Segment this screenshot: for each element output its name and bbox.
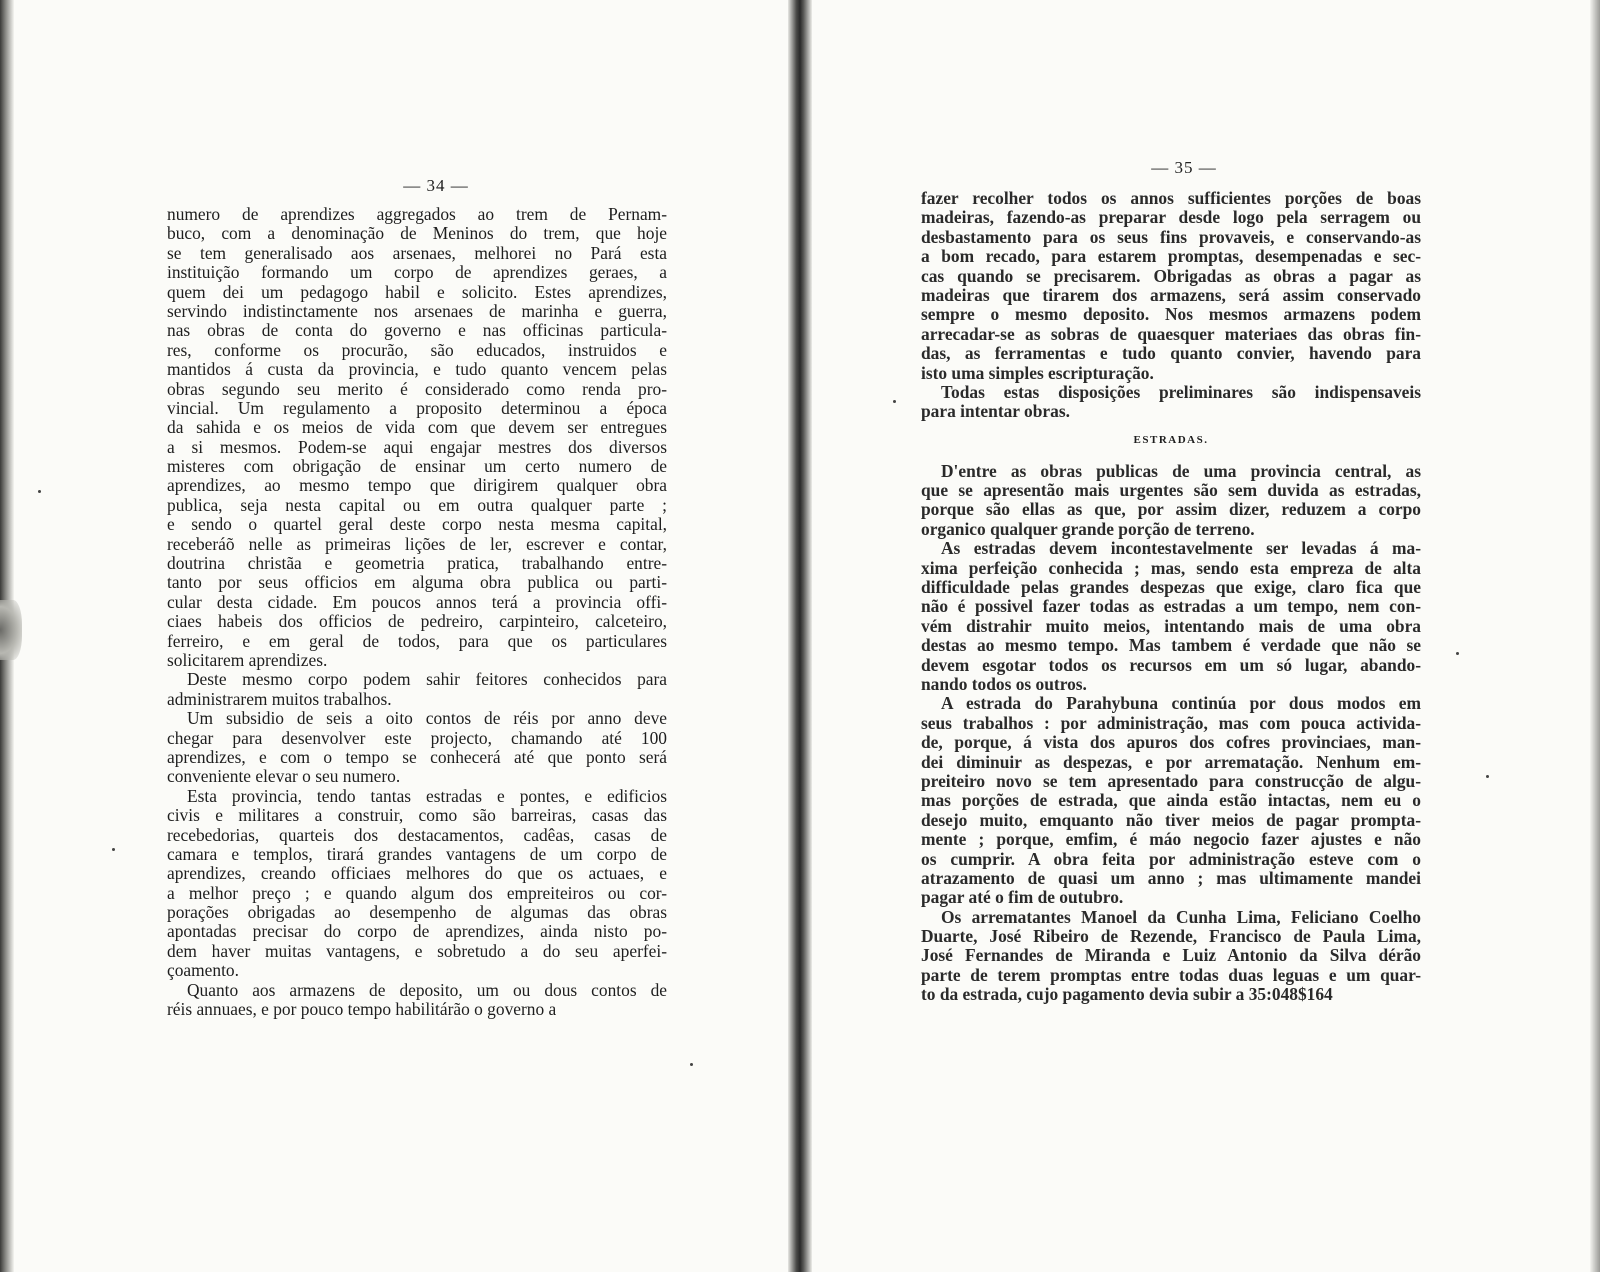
text-line: os cumprir. A obra feita por administração esteve com o (921, 849, 1421, 869)
text-line: a melhor preço ; e quando algum dos empreiteiros ou cor- (167, 883, 667, 903)
page-number-34: — 34 — (403, 176, 469, 195)
text-line: porque são ellas as que, por assim dizer, reduzem a corpo (921, 500, 1421, 520)
text-line: mente ; porque, emfim, é máo negocio fazer ajustes e não (921, 830, 1421, 850)
right-page-paragraphs-after-heading (921, 462, 1421, 1005)
text-line: numero de aprendizes aggregados ao trem de Pernam- (167, 205, 667, 224)
text-line: madeiras, fazendo-as preparar desde logo pela serragem ou (921, 208, 1421, 228)
text-line: receberáõ nelle as primeiras lições de ler, escrever e contar, (167, 534, 667, 554)
text-line: vém distrahir muito meios, intentando mais de uma obra (921, 616, 1421, 636)
text-line: doutrina christãa e geometria pratica, trabalhando entre- (167, 554, 667, 574)
ink-speck (893, 400, 896, 403)
text-line: réis annuaes, e por pouco tempo habilitárão o governo a (167, 1000, 557, 1020)
text-line: to da estrada, cujo pagamento devia subir a 35:048$164 (921, 985, 1333, 1005)
text-line: a bom recado, para estarem promptas, desempenadas e sec- (921, 247, 1421, 267)
ink-speck (1456, 652, 1459, 655)
paper-damage-blot (0, 600, 22, 660)
text-line: recebedorias, quarteis dos destacamentos, cadêas, casas de (167, 825, 667, 845)
text-line: A estrada do Parahybuna continúa por dous modos em (941, 694, 1421, 714)
text-line: conveniente elevar o seu numero. (167, 767, 401, 787)
text-line: Deste mesmo corpo podem sahir feitores conhecidos para (187, 670, 667, 690)
text-line: das, as ferramentas e tudo quanto convier, havendo para (921, 344, 1421, 364)
text-line: seus trabalhos : por administração, mas com pouca activida- (921, 713, 1421, 733)
text-line: Quanto aos armazens de deposito, um ou dous contos de (187, 980, 667, 1000)
text-line: dei diminuir as despezas, e por arrematação. Nenhum em- (921, 752, 1421, 772)
text-line: obras segundo seu merito é considerado como renda pro- (167, 379, 667, 399)
right-page-paragraphs-before-heading (921, 189, 1421, 422)
text-line: nas obras de conta do governo e nas officinas particula- (167, 321, 667, 341)
text-line: aprendizes, ao mesmo tempo que dirigirem qualquer obra (167, 476, 667, 496)
text-line: pagar até o fim de outubro. (921, 888, 1124, 908)
text-line: xima perfeição conhecida ; mas, sendo esta empreza de alta (921, 558, 1421, 578)
left-page-text-column (167, 205, 667, 1019)
section-heading-estradas: ESTRADAS. (1133, 433, 1209, 446)
text-line: quem dei um pedagogo habil e solicito. Estes aprendizes, (167, 282, 667, 302)
book-gutter-shadow (788, 0, 812, 1272)
text-line: se tem generalisado aos arsenaes, melhorei no Pará esta (167, 243, 667, 263)
text-line: atrazamento de quasi um anno ; mas ultimamente mandei (921, 868, 1421, 888)
page-number-35: — 35 — (1151, 158, 1217, 177)
text-line: misteres com obrigação de ensinar um certo numero de (167, 457, 667, 477)
text-line: José Fernandes de Miranda e Luiz Antonio da Silva dérão (921, 946, 1421, 966)
text-line: ciaes habeis dos officios de pedreiro, carpinteiro, calceteiro, (167, 612, 667, 632)
text-line: chegar para desenvolver este projecto, chamando até 100 (167, 728, 667, 748)
text-line: devem esgotar todos os recursos em um só lugar, abando- (921, 655, 1421, 675)
text-line: mantidos á custa da provincia, e tudo quanto vencem pelas (167, 360, 667, 380)
ink-speck (1486, 775, 1489, 778)
text-line: sempre o mesmo deposito. Nos mesmos armazens podem (921, 305, 1421, 325)
text-line: Os arrematantes Manoel da Cunha Lima, Feliciano Coelho (941, 907, 1421, 927)
text-line: civis e militares a construir, como são barreiras, casas das (167, 806, 667, 826)
text-line: publica, seja nesta capital ou em outra qualquer parte ; (167, 495, 667, 515)
text-line: res, conforme os procurão, são educados, instruidos e (167, 340, 667, 360)
text-line: dem haver muitas vantagens, e sobretudo a do seu aperfei- (167, 941, 667, 961)
text-line: organico qualquer grande porção de terreno. (921, 519, 1255, 539)
text-line: solicitarem aprendizes. (167, 650, 328, 670)
text-line: instituição formando um corpo de aprendizes geraes, a (167, 263, 667, 283)
text-line: mas porções de estrada, que ainda estão intactas, nem eu o (921, 791, 1421, 811)
text-line: difficuldade pelas grandes despezas que exige, claro fica que (921, 578, 1421, 598)
text-line: nando todos os outros. (921, 674, 1087, 694)
text-line: vincial. Um regulamento a proposito determinou a época (167, 398, 667, 418)
text-line: porações obrigadas ao desempenho de algumas das obras (167, 903, 667, 923)
text-line: camara e templos, tirará grandes vantagens de um corpo de (167, 844, 667, 864)
text-line: e sendo o quartel geral deste corpo nesta mesma capital, (167, 515, 667, 535)
ink-speck (690, 1063, 693, 1066)
text-line: parte de terem promptas entre todas duas leguas e um quar- (921, 965, 1421, 985)
text-line: cas quando se precisarem. Obrigadas as obras a pagar as (921, 266, 1421, 286)
text-line: tanto por seus officios em alguma obra publica ou parti- (167, 573, 667, 593)
text-line: arrecadar-se as sobras de quaesquer materiaes das obras fin- (921, 324, 1421, 344)
text-line: administrarem muitos trabalhos. (167, 689, 392, 709)
text-line: aprendizes, creando officiaes melhores do que os actuaes, e (167, 864, 667, 884)
text-line: ferreiro, e em geral de todos, para que os particulares (167, 631, 667, 651)
text-line: madeiras que tirarem dos armazens, será assim conservado (921, 285, 1421, 305)
left-page (0, 0, 792, 1272)
ink-speck (38, 490, 41, 493)
text-line: As estradas devem incontestavelmente ser levadas á ma- (941, 539, 1421, 559)
text-line: fazer recolher todos os annos sufficientes porções de boas (921, 189, 1421, 208)
text-line: servindo indistinctamente nos arsenaes de marinha e guerra, (167, 301, 667, 321)
text-line: Um subsidio de seis a oito contos de réis por anno deve (187, 709, 667, 729)
text-line: isto uma simples escripturação. (921, 363, 1154, 383)
ink-speck (112, 848, 115, 851)
text-line: a si mesmos. Podem-se aqui engajar mestres dos diversos (167, 437, 667, 457)
text-line: buco, com a denominação de Meninos do trem, que hoje (167, 224, 667, 244)
text-line: aprendizes, e com o tempo se conhecerá até que ponto será (167, 747, 667, 767)
text-line: Duarte, José Ribeiro de Rezende, Francisco de Paula Lima, (921, 927, 1421, 947)
text-line: para intentar obras. (921, 402, 1070, 422)
text-line: de, porque, á vista dos apuros dos cofres provinciaes, man- (921, 733, 1421, 753)
text-line: desejo muito, emquanto não tiver meios de pagar prompta- (921, 810, 1421, 830)
text-line: çoamento. (167, 961, 239, 981)
text-line: apontadas precisar do corpo de aprendizes, ainda nisto po- (167, 922, 667, 942)
right-page-text-column (921, 189, 1421, 1005)
right-page (808, 0, 1600, 1272)
scan-right-edge-shadow (1590, 0, 1600, 1272)
text-line: não é possivel fazer todas as estradas a um tempo, nem con- (921, 597, 1421, 617)
text-line: cular desta cidade. Em poucos annos terá a provincia offi- (167, 592, 667, 612)
text-line: destas ao mesmo tempo. Mas tambem é verdade que não se (921, 636, 1421, 656)
text-line: da sahida e os meios de vida com que devem ser entregues (167, 418, 667, 438)
text-line: D'entre as obras publicas de uma provincia central, as (941, 461, 1421, 481)
text-line: Todas estas disposições preliminares são indispensaveis (941, 382, 1421, 402)
text-line: Esta provincia, tendo tantas estradas e pontes, e edificios (187, 786, 667, 806)
text-line: desbastamento para os seus fins provaveis, e conservando-as (921, 227, 1421, 247)
text-line: preiteiro novo se tem apresentado para construcção de algu- (921, 771, 1421, 791)
text-line: que se apresentão mais urgentes são sem duvida as estradas, (921, 481, 1421, 501)
